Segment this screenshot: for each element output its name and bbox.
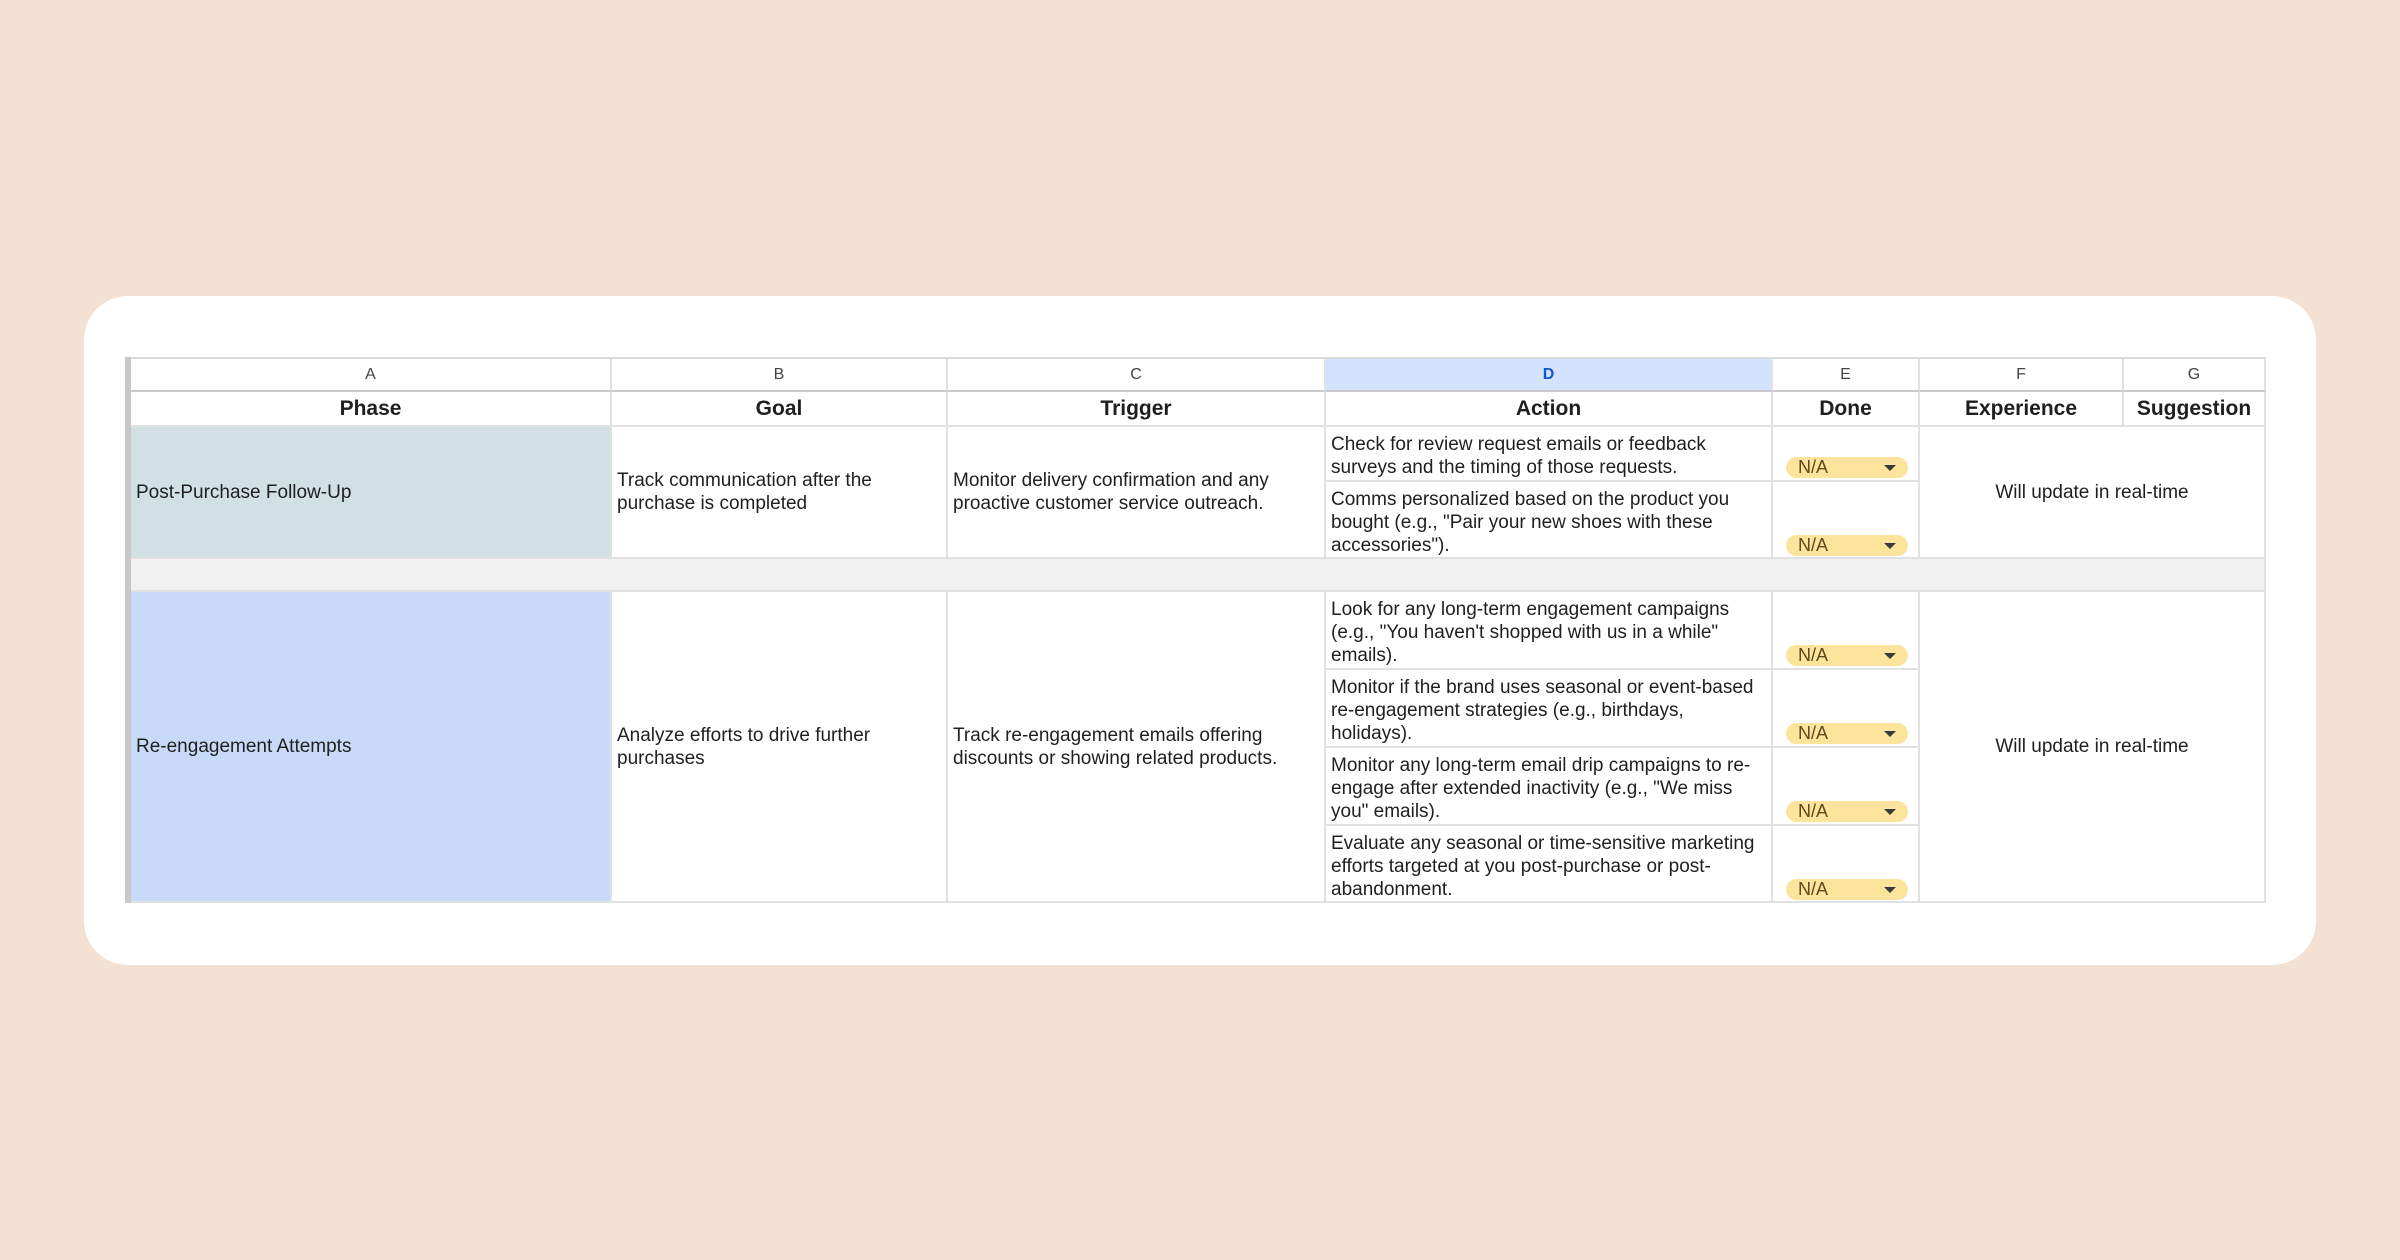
- goal-text: Analyze efforts to drive further purchases: [617, 724, 871, 769]
- header-suggestion[interactable]: Suggestion: [2124, 392, 2266, 427]
- phase-label: Post-Purchase Follow-Up: [136, 481, 352, 503]
- done-cell[interactable]: [1773, 748, 1920, 826]
- chevron-down-icon: [1884, 653, 1896, 659]
- header-experience[interactable]: Experience: [1920, 392, 2124, 427]
- status-value: N/A: [1798, 645, 1829, 665]
- trigger-cell[interactable]: [948, 427, 1326, 559]
- column-header-g[interactable]: G: [2124, 357, 2266, 392]
- action-text: Monitor if the brand uses seasonal or event-based re-engagement strategies (e.g., birthdays, holidays).: [1331, 677, 1754, 744]
- phase-cell[interactable]: [131, 427, 612, 559]
- action-cell[interactable]: [1326, 592, 1773, 670]
- done-cell[interactable]: [1773, 826, 1920, 903]
- phase-cell[interactable]: [131, 592, 612, 903]
- status-value: N/A: [1798, 801, 1829, 821]
- status-dropdown[interactable]: [1786, 723, 1908, 744]
- phase-label: Re-engagement Attempts: [136, 736, 352, 757]
- action-text: Look for any long-term engagement campaigns (e.g., "You haven't shopped with us in a while" emails).: [1331, 599, 1730, 666]
- column-header-d[interactable]: D: [1326, 357, 1773, 392]
- experience-text: Will update in real-time: [1995, 736, 2189, 757]
- action-text: Evaluate any seasonal or time-sensitive marketing efforts targeted at you post-purchase or post-abandonment.: [1331, 833, 1755, 900]
- column-header-a[interactable]: A: [131, 357, 612, 392]
- experience-cell[interactable]: [1920, 592, 2266, 903]
- status-dropdown[interactable]: [1786, 457, 1908, 478]
- status-dropdown[interactable]: [1786, 801, 1908, 822]
- goal-text: Track communication after the purchase is completed: [617, 470, 872, 514]
- trigger-text: Track re-engagement emails offering discounts or showing related products.: [953, 724, 1278, 769]
- header-phase[interactable]: Phase: [131, 392, 612, 427]
- goal-cell[interactable]: [612, 592, 948, 903]
- column-header-b[interactable]: B: [612, 357, 948, 392]
- action-text: Check for review request emails or feedback surveys and the timing of those requests.: [1331, 434, 1706, 478]
- done-cell[interactable]: [1773, 482, 1920, 559]
- action-cell[interactable]: [1326, 427, 1773, 482]
- chevron-down-icon: [1884, 887, 1896, 893]
- header-action[interactable]: Action: [1326, 392, 1773, 427]
- status-value: N/A: [1798, 535, 1829, 555]
- trigger-cell[interactable]: [948, 592, 1326, 903]
- status-dropdown[interactable]: [1786, 645, 1908, 666]
- status-value: N/A: [1798, 723, 1829, 743]
- chevron-down-icon: [1884, 731, 1896, 737]
- chevron-down-icon: [1884, 543, 1896, 549]
- chevron-down-icon: [1884, 465, 1896, 471]
- chevron-down-icon: [1884, 809, 1896, 815]
- status-value: N/A: [1798, 457, 1829, 477]
- column-header-e[interactable]: E: [1773, 357, 1920, 392]
- status-dropdown[interactable]: [1786, 879, 1908, 900]
- action-cell[interactable]: [1326, 748, 1773, 826]
- goal-cell[interactable]: [612, 427, 948, 559]
- done-cell[interactable]: [1773, 427, 1920, 482]
- header-trigger[interactable]: Trigger: [948, 392, 1326, 427]
- done-cell[interactable]: [1773, 670, 1920, 748]
- action-cell[interactable]: [1326, 482, 1773, 559]
- header-goal[interactable]: Goal: [612, 392, 948, 427]
- action-text: Monitor any long-term email drip campaigns to re-engage after extended inactivity (e.g., "We miss you" emails).: [1331, 755, 1751, 822]
- column-header-f[interactable]: F: [1920, 357, 2124, 392]
- trigger-text: Monitor delivery confirmation and any proactive customer service outreach.: [953, 470, 1269, 514]
- column-header-c[interactable]: C: [948, 357, 1326, 392]
- spacer-row[interactable]: [131, 559, 2266, 592]
- experience-cell[interactable]: [1920, 427, 2266, 559]
- action-cell[interactable]: [1326, 670, 1773, 748]
- experience-text: Will update in real-time: [1995, 481, 2189, 503]
- spreadsheet-grid: [125, 357, 2275, 903]
- done-cell[interactable]: [1773, 592, 1920, 670]
- status-value: N/A: [1798, 879, 1829, 899]
- header-done[interactable]: Done: [1773, 392, 1920, 427]
- status-dropdown[interactable]: [1786, 535, 1908, 556]
- action-cell[interactable]: [1326, 826, 1773, 903]
- action-text: Comms personalized based on the product you bought (e.g., "Pair your new shoes with these accessories").: [1331, 489, 1730, 556]
